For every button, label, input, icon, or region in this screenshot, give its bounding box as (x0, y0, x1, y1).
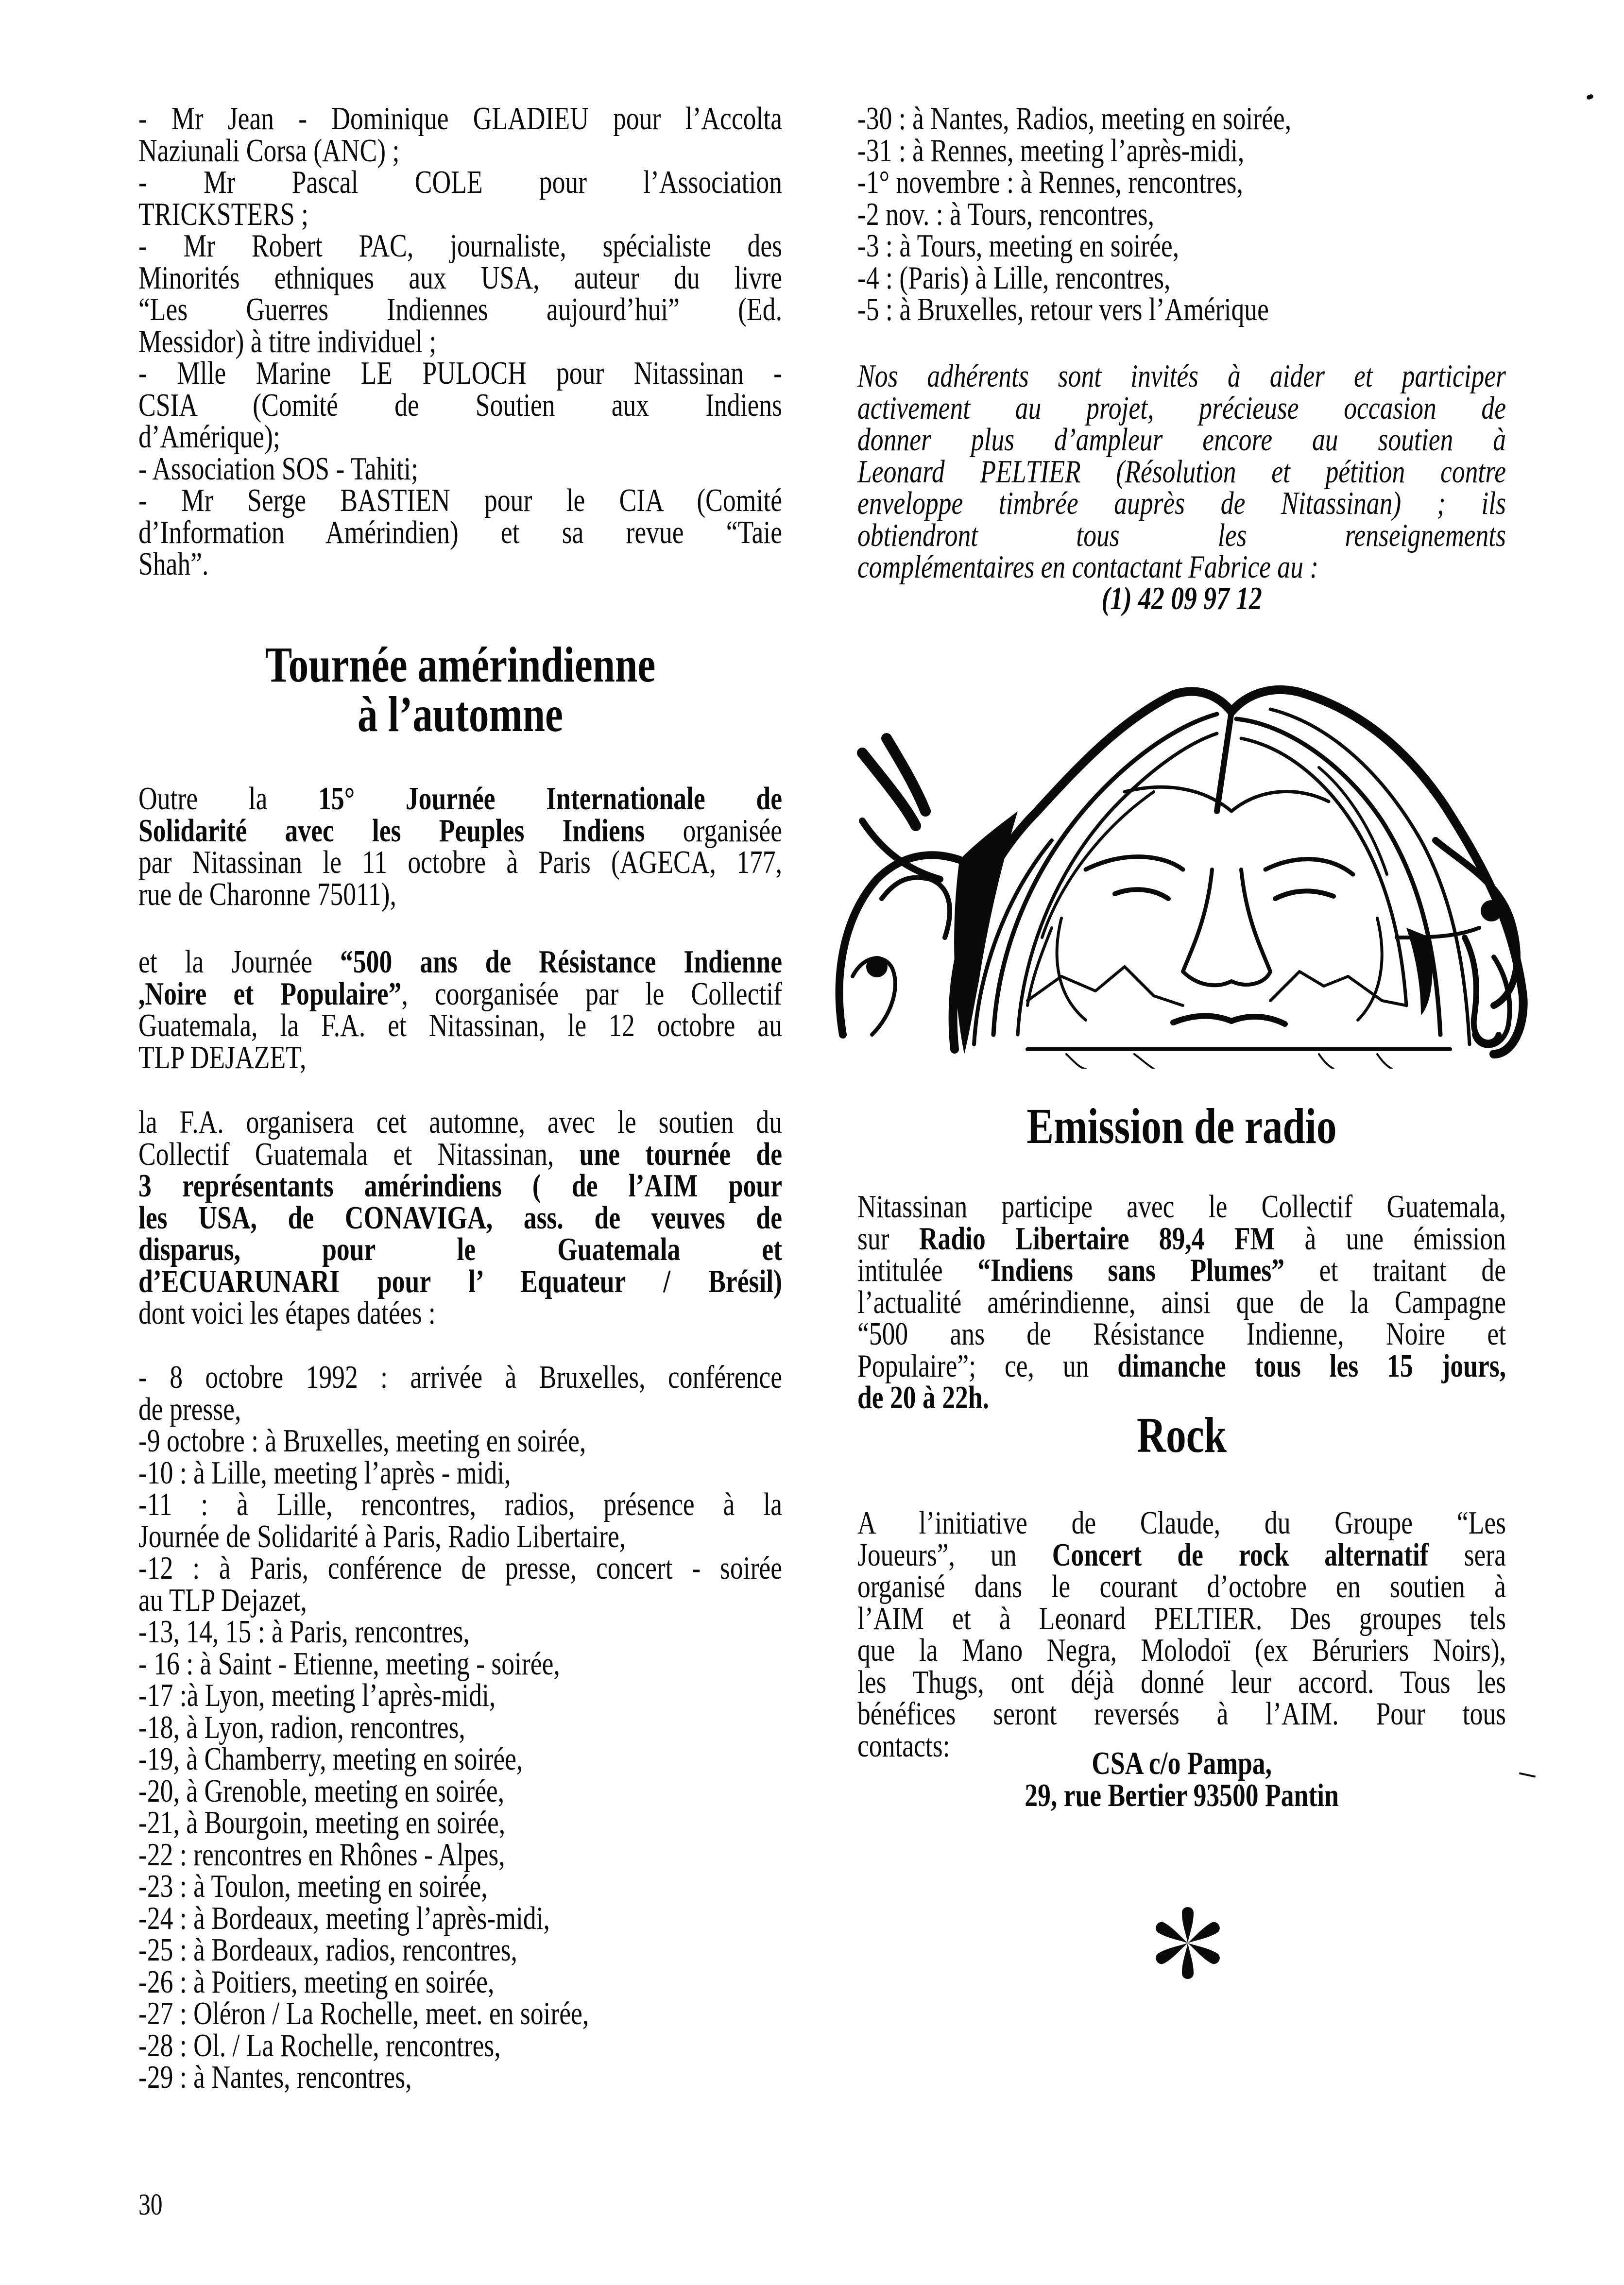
text-line-content (857, 230, 1506, 262)
text-line (138, 1677, 782, 1713)
text-line-content (138, 421, 782, 453)
text-line (138, 450, 782, 487)
text-line (857, 230, 1506, 262)
text-line (857, 392, 1506, 425)
text-line (138, 1104, 782, 1140)
text-line (857, 1600, 1506, 1637)
text-line (857, 1507, 1506, 1539)
text-line-content (138, 291, 782, 327)
text-run: -12 : à Paris, conférence de presse, concert - soirée (138, 1550, 782, 1586)
text-line (138, 1552, 782, 1585)
text-line (138, 1743, 782, 1775)
text-run: -5 : à Bruxelles, retour vers l’Amérique (857, 291, 1269, 327)
text-run: - Mlle Marine LE PULOCH pour Nitassinan - (138, 355, 782, 391)
italic-text-run: Leonard PELTIER (Résolution et pétition contre (857, 453, 1506, 490)
bold-text-run: une tournée de (579, 1136, 782, 1172)
text-line-content (857, 1220, 1506, 1257)
page-number: 30 (138, 2188, 163, 2221)
text-line-content (857, 132, 1506, 169)
text-line (857, 1664, 1506, 1700)
text-run: bénéfices seront reversés à l’AIM. Pour tous (857, 1696, 1506, 1732)
text-run: -26 : à Poitiers, meeting en soirée, (138, 1963, 495, 2000)
text-line-content (138, 2027, 782, 2063)
text-line (138, 876, 782, 912)
text-line (138, 1836, 782, 1873)
text-run: - Mr Robert PAC, journaliste, spécialiste des (138, 228, 782, 264)
text-line-content (857, 424, 1506, 456)
text-run: -22 : rencontres en Rhônes - Alpes, (138, 1836, 505, 1873)
italic-text-run: donner plus d’ampleur encore au soutien à (857, 422, 1506, 458)
text-line (138, 2027, 782, 2063)
text-line-content (138, 1263, 782, 1299)
text-line-content (138, 783, 782, 815)
text-line (857, 164, 1506, 200)
phone-number: (1) 42 09 97 12 (1101, 580, 1262, 616)
text-line (857, 1284, 1506, 1320)
text-run: contacts: (857, 1727, 950, 1764)
text-run: -4 : (Paris) à Lille, rencontres, (857, 259, 1171, 296)
text-line-content (138, 1775, 782, 1808)
text-run: Messidor) à titre individuel ; (138, 323, 437, 359)
text-line-content (138, 1104, 782, 1140)
text-line (138, 1136, 782, 1172)
text-run: sera (1428, 1536, 1506, 1573)
rock-paragraph (857, 1507, 1506, 1762)
text-line-content (138, 1136, 782, 1172)
bold-text-run: d’ECUARUNARI pour l’ Equateur / Brésil) (138, 1263, 782, 1299)
text-line-content (138, 230, 782, 262)
text-line-content (138, 1425, 782, 1457)
text-line-content (138, 1552, 782, 1585)
text-line-content (138, 1231, 782, 1267)
text-run: la F.A. organisera cet automne, avec le soutien du (138, 1104, 782, 1140)
text-run: organisée (645, 812, 782, 849)
text-line-content (857, 1284, 1506, 1320)
text-run: rue de Charonne 75011), (138, 876, 396, 912)
text-line (857, 259, 1506, 296)
text-run: - 8 octobre 1992 : arrivée à Bruxelles, conférence (138, 1359, 782, 1395)
text-line-content (138, 1963, 782, 2000)
text-line-content (857, 1571, 1506, 1603)
text-line-content (857, 1252, 1506, 1288)
text-run: à une émission (1275, 1220, 1506, 1257)
text-line (138, 421, 782, 453)
text-line (138, 1518, 782, 1554)
text-line-content (138, 1391, 782, 1427)
text-run: -31 : à Rennes, meeting l’après-midi, (857, 132, 1245, 169)
text-line-content (138, 1836, 782, 1873)
text-line-content (857, 1191, 1506, 1223)
text-line (857, 132, 1506, 169)
text-run: -18, à Lyon, radion, rencontres, (138, 1709, 465, 1745)
text-run: intitulée (857, 1252, 978, 1288)
text-line (138, 514, 782, 550)
bold-text-run: ,Noire et Populaire” (138, 975, 402, 1012)
text-line-content (138, 975, 782, 1012)
text-run: par Nitassinan le 11 octobre à Paris (AGECA, 177, (138, 844, 782, 880)
text-line (857, 453, 1506, 490)
bold-text-run: de 20 à 22h. (857, 1380, 990, 1415)
bold-text-run: disparus, pour le Guatemala et (138, 1231, 782, 1267)
text-line-content (138, 946, 782, 978)
text-line-content (138, 1677, 782, 1713)
radio-heading (857, 1098, 1506, 1154)
text-line-content (138, 1900, 782, 1936)
bold-text-run: 15° Journée Internationale de (318, 781, 782, 817)
text-line-content (857, 1347, 1506, 1384)
text-run: -13, 14, 15 : à Paris, rencontres, (138, 1614, 470, 1650)
bold-text-run: “500 ans de Résistance Indienne (340, 944, 782, 980)
text-line (138, 1709, 782, 1745)
text-run: -28 : Ol. / La Rochelle, rencontres, (138, 2027, 501, 2063)
text-line-content (138, 1582, 782, 1618)
text-run: -10 : à Lille, meeting l’après - midi, (138, 1454, 511, 1491)
bold-text-run: 3 représentants amérindiens ( de l’AIM pour (138, 1168, 782, 1204)
text-line-content (857, 453, 1506, 490)
text-line-content (138, 548, 782, 580)
text-line (138, 132, 782, 169)
text-line (138, 103, 782, 135)
text-line-content (857, 259, 1506, 296)
text-line (857, 1347, 1506, 1384)
text-run: - Association SOS - Tahiti; (138, 450, 418, 487)
text-line (857, 1536, 1506, 1573)
text-line-content (857, 1318, 1506, 1350)
text-run: - Mr Pascal COLE pour l’Association (138, 164, 782, 200)
text-line-content (138, 1709, 782, 1745)
text-run: -27 : Oléron / La Rochelle, meet. en soirée, (138, 1995, 589, 2031)
phone-number-line (857, 580, 1506, 616)
rock-heading (857, 1407, 1506, 1463)
text-line-content (138, 164, 782, 200)
text-run: -21, à Bourgoin, meeting en soirée, (138, 1805, 506, 1841)
text-line-content (138, 323, 782, 359)
text-line-content (857, 485, 1506, 521)
text-line (138, 1263, 782, 1299)
text-line (138, 1807, 782, 1839)
text-line-content (857, 1507, 1506, 1539)
text-line-content (138, 259, 782, 296)
text-run: les Thugs, ont déjà donné leur accord. Tous les (857, 1664, 1506, 1700)
text-line-content (138, 387, 782, 423)
text-line (138, 196, 782, 232)
fa-tour-paragraph (138, 1104, 782, 1331)
text-line (138, 482, 782, 518)
text-line (138, 783, 782, 815)
text-run: l’AIM et à Leonard PELTIER. Des groupes tels (857, 1600, 1506, 1637)
scan-speck (1586, 94, 1594, 100)
text-run: -2 nov. : à Tours, rencontres, (857, 196, 1155, 232)
text-line-content (857, 196, 1506, 232)
text-line (138, 259, 782, 296)
text-run: -23 : à Toulon, meeting en soirée, (138, 1868, 488, 1904)
text-run: Journée de Solidarité à Paris, Radio Libertaire, (138, 1518, 626, 1554)
text-line (138, 1425, 782, 1457)
text-run: -25 : à Bordeaux, radios, rencontres, (138, 1932, 517, 1968)
text-line-content (138, 1297, 782, 1330)
italic-text-run: activement au projet, précieuse occasion de (857, 390, 1506, 426)
radio-heading-text: Emission de radio (1026, 1098, 1337, 1154)
italic-text-run: obtiendront tous les renseignements (857, 517, 1506, 553)
text-run: A l’initiative de Claude, du Groupe “Les (857, 1505, 1506, 1541)
text-line (138, 946, 782, 978)
text-run: au TLP Dejazet, (138, 1582, 307, 1618)
text-run: d’Information Amérindien) et sa revue “Taie (138, 514, 782, 550)
members-appeal-paragraph (857, 360, 1506, 583)
text-run: Naziunali Corsa (ANC) ; (138, 132, 400, 169)
text-line (138, 323, 782, 359)
text-line-content (138, 1645, 782, 1682)
text-line (138, 1582, 782, 1618)
contact-name: CSA c/o Pampa, (1092, 1745, 1272, 1781)
text-line (138, 387, 782, 423)
text-run: - Mr Jean - Dominique GLADIEU pour l’Accolta (138, 101, 782, 136)
text-run: -17 :à Lyon, meeting l’après-midi, (138, 1677, 496, 1713)
text-line (857, 1318, 1506, 1350)
text-line-content (138, 1359, 782, 1395)
text-run: “500 ans de Résistance Indienne, Noire et (857, 1316, 1506, 1352)
text-line (138, 1900, 782, 1936)
text-line-content (857, 551, 1506, 583)
text-line (138, 291, 782, 327)
text-line (138, 1963, 782, 2000)
radio-paragraph (857, 1191, 1506, 1414)
text-run: -3 : à Tours, meeting en soirée, (857, 228, 1180, 264)
text-run: Shah”. (138, 546, 209, 582)
italic-text-run: complémentaires en contactant Fabrice au : (857, 549, 1319, 585)
text-line (857, 1252, 1506, 1288)
text-line-content (138, 1995, 782, 2031)
portrait-illustration (833, 665, 1533, 1069)
text-line (138, 1775, 782, 1808)
text-run: CSIA (Comité de Soutien aux Indiens (138, 387, 782, 423)
text-line-content (857, 291, 1506, 327)
text-run: -24 : à Bordeaux, meeting l’après-midi, (138, 1900, 550, 1936)
text-line (857, 291, 1506, 327)
text-line-content (138, 103, 782, 135)
text-line (857, 1220, 1506, 1257)
text-run: Joueurs”, un (857, 1536, 1052, 1573)
text-line (138, 164, 782, 200)
text-line (138, 1007, 782, 1043)
text-line (138, 1297, 782, 1330)
text-line (138, 1039, 782, 1075)
text-line-content (138, 514, 782, 550)
text-run: d’Amérique); (138, 419, 280, 455)
text-line-content (138, 132, 782, 169)
bold-text-run: Concert de rock alternatif (1052, 1536, 1429, 1573)
text-line-content (138, 876, 782, 912)
text-run: Outre la (138, 781, 319, 817)
text-line-content (138, 2059, 782, 2095)
text-line (857, 517, 1506, 553)
text-line (857, 485, 1506, 521)
text-run: TLP DEJAZET, (138, 1039, 307, 1075)
text-line-content (138, 1170, 782, 1202)
text-line (138, 1170, 782, 1202)
text-line-content (138, 482, 782, 518)
asterisk-ornament-icon (1154, 1902, 1222, 1984)
text-line (138, 975, 782, 1012)
text-run: “Les Guerres Indiennes aujourd’hui” (Ed. (138, 291, 782, 327)
text-run: et la Journée (138, 944, 341, 980)
journee-paragraph (138, 946, 782, 1074)
text-line (857, 360, 1506, 392)
text-line (857, 1632, 1506, 1668)
text-line-content (138, 1868, 782, 1904)
text-line (138, 1645, 782, 1682)
text-line-content (138, 1454, 782, 1491)
text-line-content (138, 1934, 782, 1966)
text-line-content (857, 1536, 1506, 1573)
text-line (857, 424, 1506, 456)
text-line (138, 1934, 782, 1966)
text-line-content (138, 844, 782, 880)
text-line (857, 1571, 1506, 1603)
text-line (138, 1359, 782, 1395)
text-line-content (857, 1698, 1506, 1730)
tour-schedule-list (138, 1359, 782, 2095)
text-run: que la Mano Negra, Molodoï (ex Béruriers Noirs), (857, 1632, 1506, 1668)
text-run: - 16 : à Saint - Etienne, meeting - soirée, (138, 1645, 560, 1682)
text-line-content (857, 360, 1506, 392)
text-line (138, 230, 782, 262)
text-line (857, 1698, 1506, 1730)
text-line-content (138, 812, 782, 849)
scan-speck (1519, 1773, 1536, 1778)
text-line (138, 1231, 782, 1267)
text-line-content (857, 392, 1506, 425)
text-line-content (857, 1600, 1506, 1637)
text-run: de presse, (138, 1391, 241, 1427)
text-line-content (857, 1632, 1506, 1668)
tour-heading-line-2: à l’automne (358, 686, 563, 742)
text-line (138, 355, 782, 391)
text-run: Guatemala, la F.A. et Nitassinan, le 12 octobre au (138, 1007, 782, 1043)
text-line (857, 196, 1506, 232)
text-line (138, 1391, 782, 1427)
text-line (138, 1199, 782, 1236)
text-line-content (857, 164, 1506, 200)
text-run: , coorganisée par le Collectif (401, 975, 782, 1012)
tour-schedule-continued (857, 103, 1506, 326)
text-run: sur (857, 1220, 919, 1257)
text-run: -30 : à Nantes, Radios, meeting en soirée, (857, 101, 1292, 136)
tour-heading (138, 637, 782, 742)
text-run: Collectif Guatemala et Nitassinan, (138, 1136, 580, 1172)
text-line (857, 103, 1506, 135)
text-line (138, 844, 782, 880)
text-line (857, 551, 1506, 583)
text-line-content (138, 1616, 782, 1648)
text-line-content (138, 1486, 782, 1522)
contact-street-address: 29, rue Bertier 93500 Pantin (1025, 1777, 1339, 1813)
intro-paragraph (138, 783, 782, 910)
text-run: -19, à Chamberry, meeting en soirée, (138, 1741, 523, 1777)
bold-text-run: les USA, de CONAVIGA, ass. de veuves de (138, 1199, 782, 1236)
text-line (857, 1191, 1506, 1223)
bold-text-run: Radio Libertaire 89,4 FM (919, 1220, 1275, 1257)
text-line-content (138, 1199, 782, 1236)
text-line-content (138, 1807, 782, 1839)
text-line-content (138, 1007, 782, 1043)
text-line-content (138, 450, 782, 487)
text-run: -29 : à Nantes, rencontres, (138, 2059, 412, 2095)
italic-text-run: enveloppe timbrée auprès de Nitassinan) ; ils (857, 485, 1506, 521)
text-line (138, 1995, 782, 2031)
text-run: organisé dans le courant d’octobre en soutien à (857, 1569, 1506, 1604)
rock-heading-text: Rock (1137, 1407, 1227, 1463)
italic-text-run: Nos adhérents sont invités à aider et participer (857, 358, 1506, 394)
text-line-content (138, 1039, 782, 1075)
text-run: -9 octobre : à Bruxelles, meeting en soirée, (138, 1423, 586, 1459)
bold-text-run: dimanche tous les 15 jours, (1117, 1347, 1506, 1384)
text-run: -11 : à Lille, rencontres, radios, présence à la (138, 1486, 782, 1522)
text-line-content (857, 517, 1506, 553)
text-run: dont voici les étapes datées : (138, 1295, 436, 1331)
text-line-content (857, 1664, 1506, 1700)
text-run: TRICKSTERS ; (138, 196, 308, 232)
text-run: -20, à Grenoble, meeting en soirée, (138, 1773, 505, 1809)
text-run: Populaire”; ce, un (857, 1347, 1118, 1384)
text-line-content (857, 103, 1506, 135)
text-run: Nitassinan participe avec le Collectif Guatemala, (857, 1189, 1506, 1225)
text-run: Minorités ethniques aux USA, auteur du livre (138, 259, 782, 296)
text-line (138, 812, 782, 849)
tour-heading-line-1: Tournée amérindienne (265, 637, 656, 693)
text-line-content (138, 1518, 782, 1554)
text-line-content (138, 355, 782, 391)
text-run: - Mr Serge BASTIEN pour le CIA (Comité (138, 482, 782, 518)
text-line (138, 1868, 782, 1904)
text-line-content (138, 196, 782, 232)
bold-text-run: Solidarité avec les Peuples Indiens (138, 812, 645, 849)
text-line (138, 2059, 782, 2095)
participants-list (138, 103, 782, 580)
text-run: et traitant de (1284, 1252, 1506, 1288)
text-run: l’actualité amérindienne, ainsi que de la Campagne (857, 1284, 1506, 1320)
text-line (138, 1486, 782, 1522)
text-run: -1° novembre : à Rennes, rencontres, (857, 164, 1243, 200)
text-line-content (138, 1743, 782, 1775)
text-line (138, 548, 782, 580)
text-line (138, 1454, 782, 1491)
bold-text-run: “Indiens sans Plumes” (977, 1252, 1285, 1288)
text-line (138, 1616, 782, 1648)
